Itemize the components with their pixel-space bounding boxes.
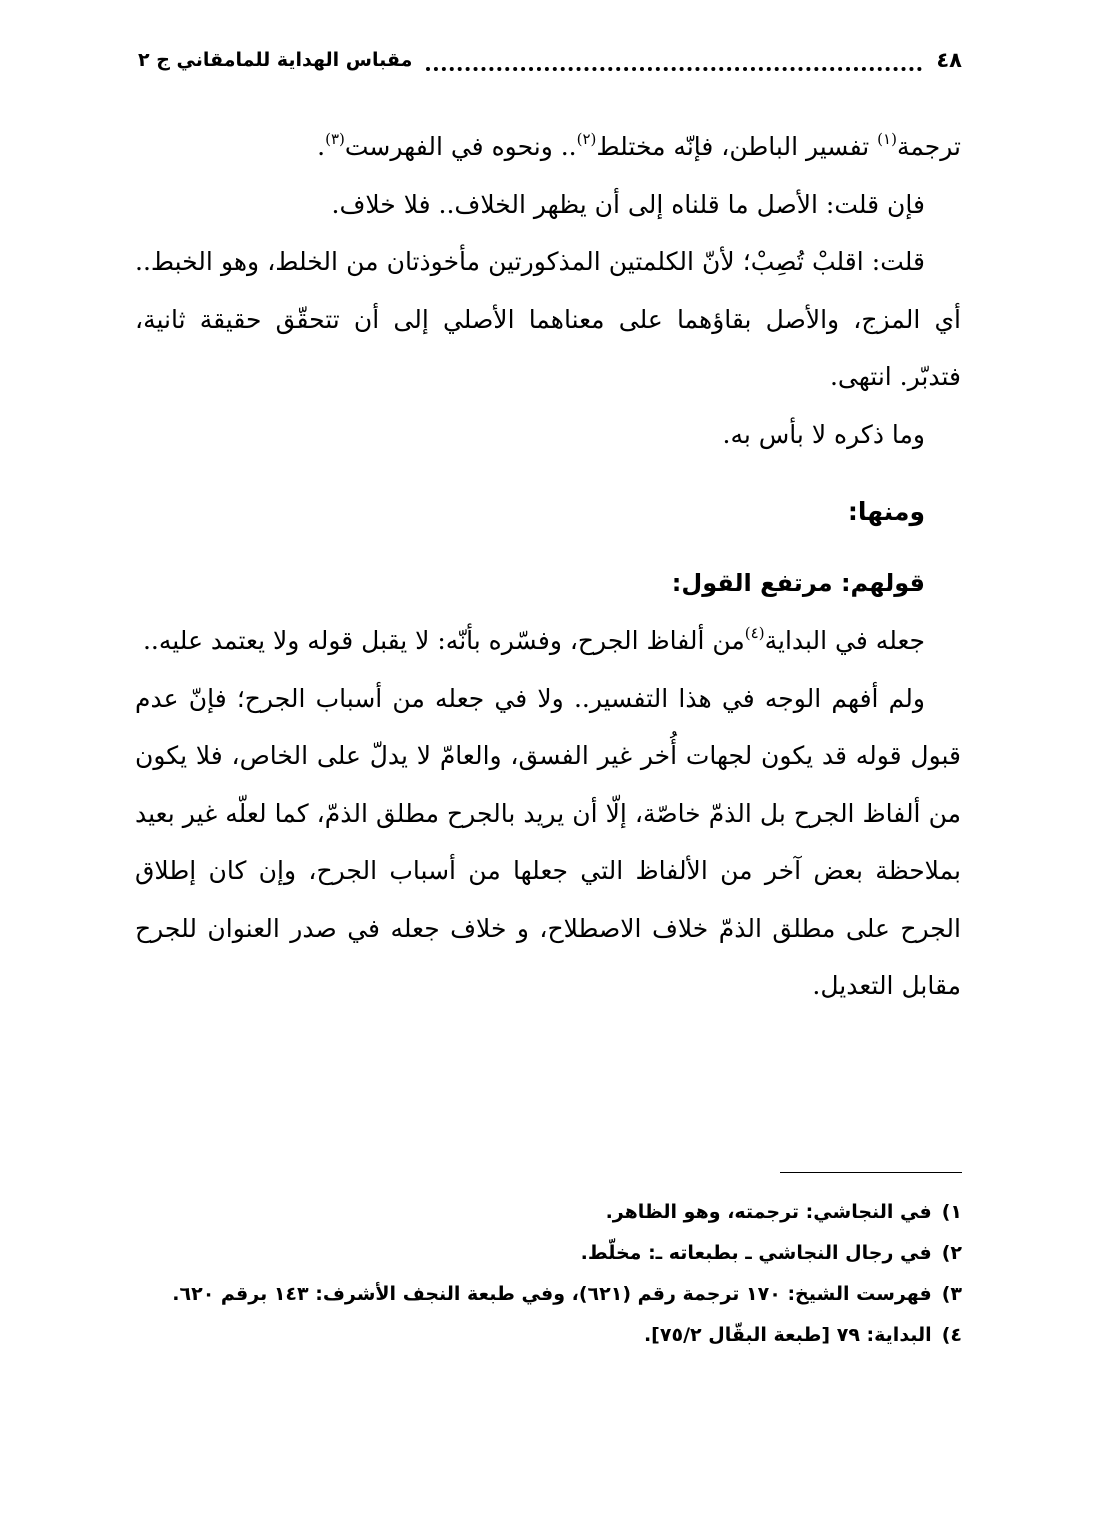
footnote-divider [780, 1172, 962, 1173]
paragraph-5: جعله في البداية$^{(٤)}$من ألفاظ الجرح، وفسّره بأنّه: لا يقبل قوله ولا يعتمد عليه.. [142, 623, 925, 655]
section-heading: ومنها: [847, 497, 925, 526]
footnotes [140, 1192, 962, 1356]
paragraph-3: قلت: اقلبْ تُصِبْ؛ لأنّ الكلمتين المذكورتين مأخوذتان من الخلط، وهو الخبط.. أي المزج، والأصل بقاؤهما على معناهما الأصلي إلى أن تتحقّق حقيقة ثانية، فتدبّر. انتهى. [135, 247, 961, 391]
dotted-leader [426, 57, 922, 71]
footnote-ref-1[interactable]: (١) [877, 129, 897, 148]
footnote-2: ٢)في رجال النجاشي ـ بطبعاته ـ: مخلّط. [580, 1242, 962, 1264]
term-heading: قولهم: مرتفع القول: [671, 568, 925, 597]
footnote-3: ٣)فهرست الشيخ: ١٧٠ ترجمة رقم (٦٢١)، وفي طبعة النجف الأشرف: ١٤٣ برقم ٦٢٠. [172, 1283, 962, 1305]
footnote-1: ١)في النجاشي: ترجمته، وهو الظاهر. [605, 1201, 962, 1223]
footnote-ref-3[interactable]: (٣) [325, 129, 345, 148]
paragraph-1: ترجمة$^{(١)}$ تفسير الباطن، فإنّه مختلط$^{(٢)}$.. ونحوه في الفهرست$^{(٣)}$. [317, 129, 961, 161]
paragraph-6: ولم أفهم الوجه في هذا التفسير.. ولا في جعله من أسباب الجرح؛ فإنّ عدم قبول قوله قد يكون لجهات أُخر غير الفسق، والعامّ لا يدلّ على الخاص، فلا يكون من ألفاظ الجرح بل الذمّ خاصّة، إلّا أن يريد بالجرح مطلق الذمّ، كما لعلّه غير بعيد بملاحظة بعض آخر من الألفاظ التي جعلها من أسباب الجرح، وإن كان إطلاق الجرح على مطلق الذمّ خلاف الاصطلاح، و خلاف جعله في صدر العنوان للجرح مقابل التعديل. [135, 683, 961, 1000]
page-number: ٤٨ [936, 48, 962, 72]
footnote-ref-2[interactable]: (٢) [576, 129, 597, 148]
running-header [138, 42, 962, 78]
footnote-4: ٤)البداية: ٧٩ [طبعة البقّال ٧٥/٢]. [643, 1324, 962, 1346]
paragraph-2: فإن قلت: الأصل ما قلناه إلى أن يظهر الخلاف.. فلا خلاف. [331, 189, 925, 219]
body-text [135, 118, 961, 1015]
book-title: مقباس الهداية للمامقاني ج ٢ [138, 49, 413, 71]
paragraph-4: وما ذكره لا بأس به. [722, 419, 925, 449]
footnote-ref-4[interactable]: (٤) [744, 623, 765, 642]
